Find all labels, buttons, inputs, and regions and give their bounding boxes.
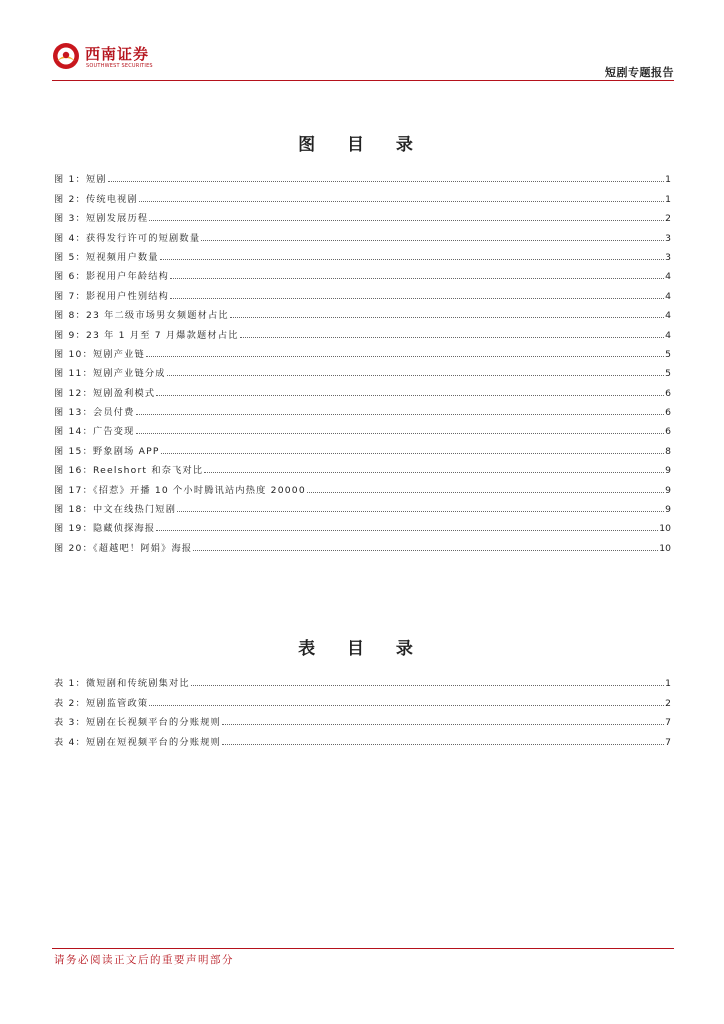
- toc-entry-page-number: 10: [659, 542, 671, 554]
- toc-entry-page-number: 6: [665, 407, 671, 419]
- toc-entry-label: 图 10：短剧产业链: [54, 348, 145, 360]
- toc-entry[interactable]: [54, 476, 671, 495]
- toc-entry-page-number: 6: [665, 426, 671, 438]
- toc-leader-dots: [139, 201, 664, 202]
- toc-entry-page-number: 10: [659, 523, 671, 535]
- toc-entry[interactable]: [54, 205, 671, 224]
- disclaimer-notice: 请务必阅读正文后的重要声明部分: [54, 954, 234, 966]
- toc-entry[interactable]: [54, 728, 671, 747]
- toc-entry-page-number: 1: [665, 174, 671, 186]
- figure-list-title: 图 目 录: [298, 135, 426, 155]
- toc-leader-dots: [156, 530, 658, 531]
- toc-entry-page-number: 4: [665, 271, 671, 283]
- toc-entry-page-number: 1: [665, 678, 671, 690]
- toc-entry[interactable]: [54, 282, 671, 301]
- company-logo: [52, 42, 172, 76]
- toc-entry-page-number: 5: [665, 368, 671, 380]
- toc-entry-label: 图 8：23 年二级市场男女频题材占比: [54, 310, 229, 322]
- toc-leader-dots: [177, 511, 664, 512]
- toc-leader-dots: [149, 220, 664, 221]
- figure-list: [54, 166, 671, 554]
- toc-leader-dots: [136, 414, 665, 415]
- toc-entry-label: 图 9：23 年 1 月至 7 月爆款题材占比: [54, 329, 239, 341]
- toc-entry-label: 图 2：传统电视剧: [54, 193, 138, 205]
- toc-entry[interactable]: [54, 437, 671, 456]
- toc-entry-label: 表 4：短剧在短视频平台的分账规则: [54, 736, 221, 748]
- toc-entry[interactable]: [54, 496, 671, 515]
- toc-entry[interactable]: [54, 321, 671, 340]
- toc-entry-page-number: 3: [665, 232, 671, 244]
- toc-leader-dots: [170, 298, 664, 299]
- toc-entry[interactable]: [54, 224, 671, 243]
- toc-entry[interactable]: [54, 379, 671, 398]
- toc-entry-page-number: 4: [665, 310, 671, 322]
- toc-entry[interactable]: [54, 689, 671, 708]
- toc-entry-label: 图 14：广告变现: [54, 426, 135, 438]
- toc-entry-label: 图 16：Reelshort 和奈飞对比: [54, 465, 204, 477]
- page-header: [52, 38, 674, 82]
- toc-entry[interactable]: [54, 399, 671, 418]
- toc-leader-dots: [201, 240, 664, 241]
- toc-entry-label: 图 11：短剧产业链分成: [54, 368, 166, 380]
- toc-entry-label: 表 2：短剧监管政策: [54, 697, 149, 709]
- toc-leader-dots: [170, 278, 664, 279]
- toc-leader-dots: [222, 744, 664, 745]
- toc-entry-label: 图 18：中文在线热门短剧: [54, 504, 177, 516]
- toc-entry-label: 图 20：《超越吧！阿娟》海报: [54, 542, 193, 554]
- toc-entry[interactable]: [54, 341, 671, 360]
- toc-leader-dots: [156, 395, 664, 396]
- toc-entry-page-number: 2: [665, 213, 671, 225]
- toc-leader-dots: [222, 724, 664, 725]
- toc-leader-dots: [149, 705, 664, 706]
- toc-entry-label: 图 13：会员付费: [54, 407, 135, 419]
- toc-entry[interactable]: [54, 263, 671, 282]
- toc-entry-label: 图 19：隐藏侦探海报: [54, 523, 156, 535]
- toc-leader-dots: [146, 356, 664, 357]
- toc-leader-dots: [307, 492, 664, 493]
- toc-entry-label: 图 15：野象剧场 APP: [54, 445, 160, 457]
- toc-entry[interactable]: [54, 670, 671, 689]
- logo-english-name: SOUTHWEST SECURITIES: [86, 63, 153, 69]
- toc-entry[interactable]: [54, 515, 671, 534]
- report-type-label: 短剧专题报告: [605, 66, 674, 79]
- toc-entry[interactable]: [54, 185, 671, 204]
- toc-leader-dots: [240, 337, 665, 338]
- table-list: [54, 670, 671, 748]
- toc-entry-page-number: 7: [665, 736, 671, 748]
- toc-entry[interactable]: [54, 418, 671, 437]
- toc-entry[interactable]: [54, 244, 671, 263]
- toc-entry[interactable]: [54, 166, 671, 185]
- toc-entry-label: 图 7：影视用户性别结构: [54, 290, 170, 302]
- toc-entry[interactable]: [54, 534, 671, 553]
- toc-leader-dots: [230, 317, 664, 318]
- toc-entry[interactable]: [54, 709, 671, 728]
- toc-entry-label: 图 5：短视频用户数量: [54, 251, 159, 263]
- toc-entry-label: 图 3：短剧发展历程: [54, 213, 149, 225]
- toc-entry-label: 图 17：《招惹》开播 10 个小时腾讯站内热度 20000: [54, 484, 306, 496]
- toc-leader-dots: [160, 259, 664, 260]
- toc-leader-dots: [204, 472, 664, 473]
- toc-entry-label: 表 3：短剧在长视频平台的分账规则: [54, 717, 221, 729]
- toc-leader-dots: [161, 453, 665, 454]
- toc-leader-dots: [167, 375, 664, 376]
- toc-entry-page-number: 9: [665, 504, 671, 516]
- toc-entry-page-number: 3: [665, 251, 671, 263]
- toc-entry-page-number: 9: [665, 465, 671, 477]
- toc-entry-label: 表 1：微短剧和传统剧集对比: [54, 678, 190, 690]
- toc-entry-page-number: 4: [665, 290, 671, 302]
- toc-entry-label: 图 12：短剧盈利模式: [54, 387, 156, 399]
- header-divider: [52, 80, 674, 81]
- toc-leader-dots: [108, 181, 664, 182]
- toc-leader-dots: [193, 550, 658, 551]
- toc-entry-page-number: 8: [665, 445, 671, 457]
- logo-chinese-name: 西南证券: [85, 45, 150, 63]
- toc-leader-dots: [191, 685, 664, 686]
- toc-entry-label: 图 6：影视用户年龄结构: [54, 271, 170, 283]
- toc-entry[interactable]: [54, 360, 671, 379]
- table-list-title: 表 目 录: [298, 639, 426, 659]
- toc-entry-page-number: 5: [665, 348, 671, 360]
- toc-entry-page-number: 7: [665, 717, 671, 729]
- toc-entry-label: 图 4：获得发行许可的短剧数量: [54, 232, 201, 244]
- toc-entry[interactable]: [54, 302, 671, 321]
- toc-entry-label: 图 1：短剧: [54, 174, 107, 186]
- toc-entry-page-number: 2: [665, 697, 671, 709]
- toc-entry-page-number: 6: [665, 387, 671, 399]
- toc-leader-dots: [136, 433, 665, 434]
- toc-entry-page-number: 9: [665, 484, 671, 496]
- toc-entry[interactable]: [54, 457, 671, 476]
- toc-entry-page-number: 4: [665, 329, 671, 341]
- logo-emblem-icon: [52, 42, 80, 70]
- footer-divider: [52, 948, 674, 949]
- toc-entry-page-number: 1: [665, 193, 671, 205]
